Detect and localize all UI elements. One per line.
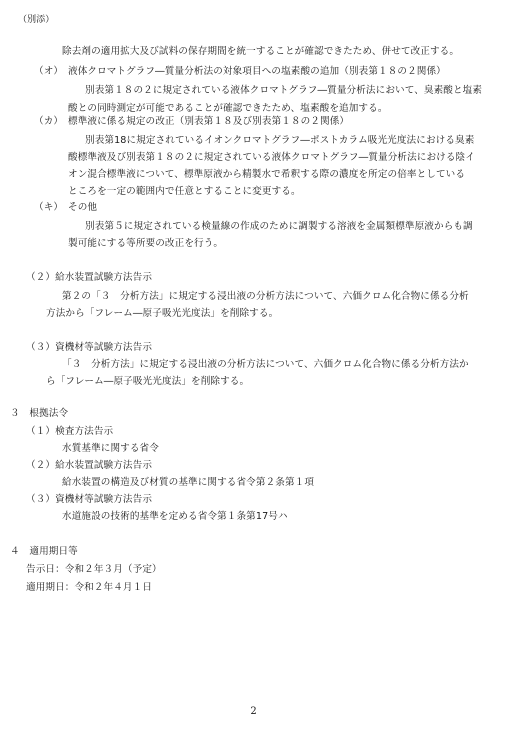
section-3-item-detail: 水道施設の技術的基準を定める省令第１条第17号ハ: [62, 511, 288, 522]
section-3-heading: ３ 根拠法令: [10, 408, 69, 419]
item-o-title: 液体クロマトグラフ―質量分析法の対象項目への塩素酸の追加（別表第１８の２関係）: [68, 66, 446, 77]
section-3-item-label: （２）給水装置試験方法告示: [26, 460, 153, 471]
section-3-item-label: （３）資機材等試験方法告示: [26, 494, 153, 505]
item-ka-title: 標準液に係る規定の改正（別表第１８及び別表第１８の２関係）: [68, 116, 350, 127]
page-number: 2: [250, 706, 257, 717]
item-ka-line: 別表第18に規定されているイオンクロマトグラフ―ポストカラム吸光光度法における臭素: [85, 135, 475, 146]
section-2-3-line: ら「フレーム―原子吸光光度法」を削除する。: [46, 376, 250, 387]
section-2-2-heading: （２）給水装置試験方法告示: [26, 272, 153, 283]
section-3-item-detail: 水質基準に関する省令: [62, 443, 159, 454]
intro-line: 除去剤の適用拡大及び試料の保存期間を統一することが確認できたため、併せて改正する。: [62, 46, 460, 57]
section-2-2-line: 方法から「フレーム―原子吸光光度法」を削除する。: [46, 308, 279, 319]
item-ka-line: ところを一定の範囲内で任意とすることに変更する。: [68, 186, 301, 197]
item-ka-marker: （カ）: [34, 116, 64, 127]
section-2-2-line: 第２の「３ 分析方法」に規定する浸出液の分析方法について、六価クロム化合物に係る分析: [62, 291, 469, 302]
header-label: （別添）: [18, 15, 55, 25]
item-o-line: 酸との同時測定が可能であることが確認できたため、塩素酸を追加する。: [68, 103, 388, 114]
item-ki-line: 製可能にする等所要の改正を行う。: [68, 238, 224, 249]
section-4-heading: ４ 適用期日等: [10, 546, 78, 557]
section-2-3-line: 「３ 分析方法」に規定する浸出液の分析方法について、六価クロム化合物に係る分析方法か: [62, 359, 469, 370]
item-ki-title: その他: [68, 202, 98, 213]
item-ka-line: 酸標準液及び別表第１８の２に規定されている液体クロマトグラフ―質量分析法における陰イ: [68, 152, 475, 163]
item-ki-line: 別表第５に規定されている検量線の作成のために調製する溶液を金属類標準原液からも調: [85, 221, 473, 232]
item-o-line: 別表第１８の２に規定されている液体クロマトグラフ―質量分析法において、臭素酸と塩素: [85, 85, 483, 96]
section-3-item-detail: 給水装置の構造及び材質の基準に関する省令第２条第１項: [62, 477, 315, 488]
section-2-3-heading: （３）資機材等試験方法告示: [26, 342, 153, 353]
item-o-marker: （オ）: [34, 66, 64, 77]
item-ki-marker: （キ）: [34, 202, 64, 213]
section-3-item-label: （１）検査方法告示: [26, 426, 114, 437]
section-4-line: 告示日：令和２年３月（予定）: [26, 564, 162, 575]
item-ka-line: オン混合標準液について、標準原液から精製水で希釈する際の濃度を所定の倍率としている: [68, 169, 466, 180]
section-4-line: 適用期日：令和２年４月１日: [26, 582, 153, 593]
